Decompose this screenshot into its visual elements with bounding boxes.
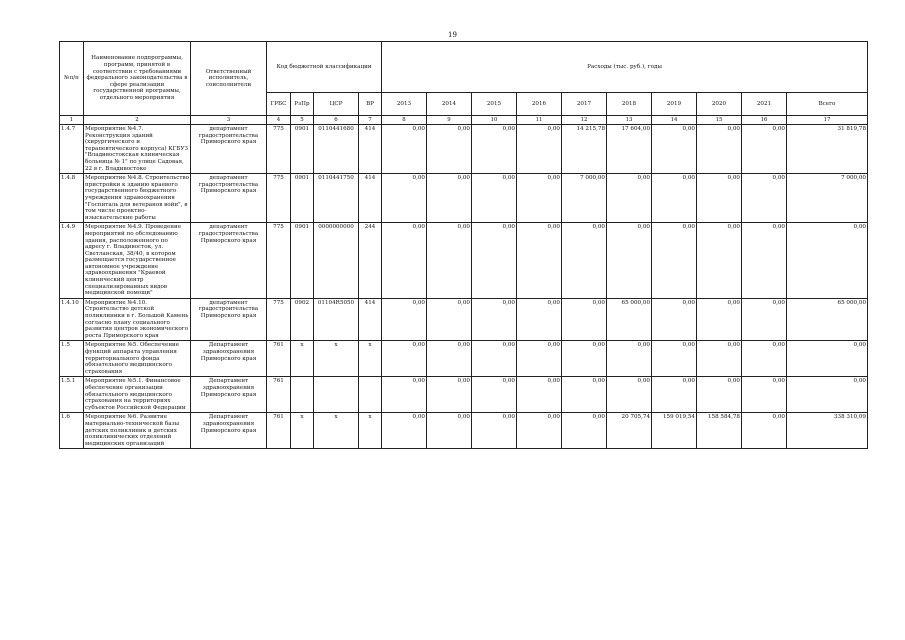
row-value: 65 000,00 <box>607 298 652 341</box>
table-row <box>60 174 868 223</box>
header-executor: Ответственный исполнитель, соисполнители <box>191 42 267 116</box>
table-row <box>60 125 868 174</box>
row-value: 0,00 <box>472 413 517 449</box>
column-index: 3 <box>191 116 267 125</box>
row-name: Мероприятие №6. Развитие материально-технической базы детских поликлиник и детских поликлинических отделений медицинских организаций <box>84 413 191 449</box>
row-value: 0,00 <box>517 223 562 299</box>
row-value: 0,00 <box>652 298 697 341</box>
row-number: 1.5 <box>60 341 84 377</box>
row-value: 0,00 <box>427 341 472 377</box>
row-executor: департамент градостроительства Приморского края <box>191 298 267 341</box>
page-number: 19 <box>448 31 457 39</box>
header-year: 2014 <box>427 93 472 116</box>
row-value: 0,00 <box>562 377 607 413</box>
row-executor: Департамент здравоохранения Приморского края <box>191 377 267 413</box>
budget-table <box>59 41 868 449</box>
row-value: 0,00 <box>787 341 868 377</box>
column-index: 15 <box>697 116 742 125</box>
row-grbs: 761 <box>267 377 291 413</box>
row-rzpr: 0902 <box>291 298 314 341</box>
row-value: 0,00 <box>562 413 607 449</box>
row-csr: х <box>314 341 359 377</box>
row-value: 0,00 <box>427 413 472 449</box>
header-budget-code: Код бюджетной классификации <box>267 42 382 93</box>
row-value: 14 215,78 <box>562 125 607 174</box>
row-value: 0,00 <box>742 298 787 341</box>
row-value: 0,00 <box>517 341 562 377</box>
row-rzpr: 0901 <box>291 125 314 174</box>
column-index: 9 <box>427 116 472 125</box>
row-value: 0,00 <box>427 377 472 413</box>
table-row <box>60 377 868 413</box>
row-value: 0,00 <box>562 298 607 341</box>
row-rzpr: х <box>291 413 314 449</box>
header-year: 2015 <box>472 93 517 116</box>
row-csr: 01104R5050 <box>314 298 359 341</box>
header-name: Наименование подпрограммы, программ, принятой в соответствии с требованиями федерального законодательства в сфере реализации государственной программы, отдельного мероприятия <box>84 42 191 116</box>
row-value: 0,00 <box>382 298 427 341</box>
header-year: Всего <box>787 93 868 116</box>
row-value: 0,00 <box>697 377 742 413</box>
row-name: Мероприятие №4.9. Проведение мероприятий по обследованию здания, расположенного по адресу г. Владивосток, ул. Светланская, 38/40, в котором размещается государственное автономное учреждение здравоохранения "Краевой клинический центр специализированных видов медицинской помощи" <box>84 223 191 299</box>
row-value: 0,00 <box>427 125 472 174</box>
header-code: ГРБС <box>267 93 291 116</box>
header-expenses: Расходы (тыс. руб.), годы <box>382 42 868 93</box>
row-name: Мероприятие №4.7. Реконструкция зданий (хирургического и терапевтического корпуса) КГБУЗ "Владивостокская клиническая больница № 1" по улице Садовая, 22 в г. Владивостоке <box>84 125 191 174</box>
row-grbs: 775 <box>267 174 291 223</box>
row-value: 0,00 <box>697 341 742 377</box>
header-code: РзПр <box>291 93 314 116</box>
row-grbs: 761 <box>267 341 291 377</box>
row-value: 20 705,74 <box>607 413 652 449</box>
row-value: 0,00 <box>742 223 787 299</box>
column-index: 10 <box>472 116 517 125</box>
row-number: 1.5.1 <box>60 377 84 413</box>
row-name: Мероприятие №4.8. Строительство пристройки к зданию краевого государственного бюджетного учреждения здравоохранения "Госпиталь для ветеранов войн", в том числе проектно-изыскательские работы <box>84 174 191 223</box>
row-number: 1.4.8 <box>60 174 84 223</box>
row-number: 1.6 <box>60 413 84 449</box>
row-executor: Департамент здравоохранения Приморского края <box>191 341 267 377</box>
row-value: 0,00 <box>472 174 517 223</box>
row-value: 0,00 <box>382 413 427 449</box>
row-value: 159 019,54 <box>652 413 697 449</box>
row-value: 0,00 <box>607 377 652 413</box>
row-value: 0,00 <box>607 174 652 223</box>
row-value: 0,00 <box>517 413 562 449</box>
row-value: 0,00 <box>697 174 742 223</box>
row-value: 0,00 <box>742 377 787 413</box>
row-value: 0,00 <box>382 174 427 223</box>
row-value: 0,00 <box>697 298 742 341</box>
column-index: 1 <box>60 116 84 125</box>
row-vr: 414 <box>359 298 382 341</box>
row-value: 0,00 <box>517 125 562 174</box>
row-value: 0,00 <box>472 341 517 377</box>
row-value: 0,00 <box>787 377 868 413</box>
header-year: 2020 <box>697 93 742 116</box>
header-code: ЦСР <box>314 93 359 116</box>
row-grbs: 761 <box>267 413 291 449</box>
row-rzpr: х <box>291 341 314 377</box>
row-vr <box>359 377 382 413</box>
row-value: 7 000,00 <box>787 174 868 223</box>
row-value: 0,00 <box>787 223 868 299</box>
row-value: 0,00 <box>652 174 697 223</box>
row-csr: 0000000000 <box>314 223 359 299</box>
header-year: 2018 <box>607 93 652 116</box>
header-year: 2016 <box>517 93 562 116</box>
row-value: 0,00 <box>697 223 742 299</box>
header-year: 2019 <box>652 93 697 116</box>
row-grbs: 775 <box>267 298 291 341</box>
table-row <box>60 298 868 341</box>
column-index: 11 <box>517 116 562 125</box>
row-value: 7 000,00 <box>562 174 607 223</box>
table-row <box>60 223 868 299</box>
row-grbs: 775 <box>267 125 291 174</box>
row-number: 1.4.9 <box>60 223 84 299</box>
row-value: 0,00 <box>517 174 562 223</box>
row-name: Мероприятие №5.1. Финансовое обеспечение организации обязательного медицинского страхования на территориях субъектов Российской Федерации <box>84 377 191 413</box>
column-index: 7 <box>359 116 382 125</box>
row-value: 0,00 <box>742 341 787 377</box>
table-row <box>60 341 868 377</box>
row-value: 0,00 <box>697 125 742 174</box>
row-value: 0,00 <box>382 125 427 174</box>
row-name: Мероприятие №5. Обеспечение функций аппарата управления территориального фонда обязательного медицинского страхования <box>84 341 191 377</box>
column-index: 13 <box>607 116 652 125</box>
column-index: 5 <box>291 116 314 125</box>
row-value: 0,00 <box>562 341 607 377</box>
row-value: 0,00 <box>742 174 787 223</box>
row-value: 31 819,78 <box>787 125 868 174</box>
column-index: 17 <box>787 116 868 125</box>
row-value: 0,00 <box>742 125 787 174</box>
row-grbs: 775 <box>267 223 291 299</box>
header-code: ВР <box>359 93 382 116</box>
column-index: 8 <box>382 116 427 125</box>
row-vr: 414 <box>359 125 382 174</box>
row-value: 0,00 <box>517 377 562 413</box>
row-executor: департамент градостроительства Приморского края <box>191 223 267 299</box>
row-value: 0,00 <box>742 413 787 449</box>
row-value: 0,00 <box>472 223 517 299</box>
row-executor: департамент градостроительства Приморского края <box>191 174 267 223</box>
row-value: 17 604,00 <box>607 125 652 174</box>
row-value: 65 000,00 <box>787 298 868 341</box>
row-value: 0,00 <box>382 341 427 377</box>
column-index: 12 <box>562 116 607 125</box>
row-csr: 0110441680 <box>314 125 359 174</box>
row-value: 338 310,09 <box>787 413 868 449</box>
column-index: 14 <box>652 116 697 125</box>
column-index: 2 <box>84 116 191 125</box>
row-value: 0,00 <box>652 223 697 299</box>
row-rzpr <box>291 377 314 413</box>
row-value: 0,00 <box>427 298 472 341</box>
row-value: 0,00 <box>472 125 517 174</box>
header-year: 2013 <box>382 93 427 116</box>
row-value: 0,00 <box>652 341 697 377</box>
row-vr: 244 <box>359 223 382 299</box>
header-num: №п/п <box>60 42 84 116</box>
row-name: Мероприятие №4.10. Строительство детской поликлиники в г. Большой Камень согласно плану социального развития центров экономического роста Приморского края <box>84 298 191 341</box>
row-executor: Департамент здравоохранения Приморского края <box>191 413 267 449</box>
row-value: 158 584,78 <box>697 413 742 449</box>
row-rzpr: 0901 <box>291 174 314 223</box>
row-value: 0,00 <box>472 377 517 413</box>
row-value: 0,00 <box>517 298 562 341</box>
column-index: 6 <box>314 116 359 125</box>
header-year: 2017 <box>562 93 607 116</box>
row-rzpr: 0901 <box>291 223 314 299</box>
row-value: 0,00 <box>652 125 697 174</box>
row-value: 0,00 <box>382 377 427 413</box>
row-vr: 414 <box>359 174 382 223</box>
column-index: 16 <box>742 116 787 125</box>
row-value: 0,00 <box>427 223 472 299</box>
row-csr <box>314 377 359 413</box>
row-value: 0,00 <box>652 377 697 413</box>
row-value: 0,00 <box>427 174 472 223</box>
row-csr: х <box>314 413 359 449</box>
table-row <box>60 413 868 449</box>
row-value: 0,00 <box>562 223 607 299</box>
row-vr: х <box>359 413 382 449</box>
row-value: 0,00 <box>607 223 652 299</box>
column-index: 4 <box>267 116 291 125</box>
row-executor: департамент градостроительства Приморского края <box>191 125 267 174</box>
row-value: 0,00 <box>472 298 517 341</box>
row-number: 1.4.7 <box>60 125 84 174</box>
row-number: 1.4.10 <box>60 298 84 341</box>
row-csr: 0110441750 <box>314 174 359 223</box>
row-value: 0,00 <box>382 223 427 299</box>
header-year: 2021 <box>742 93 787 116</box>
row-vr: х <box>359 341 382 377</box>
row-value: 0,00 <box>607 341 652 377</box>
